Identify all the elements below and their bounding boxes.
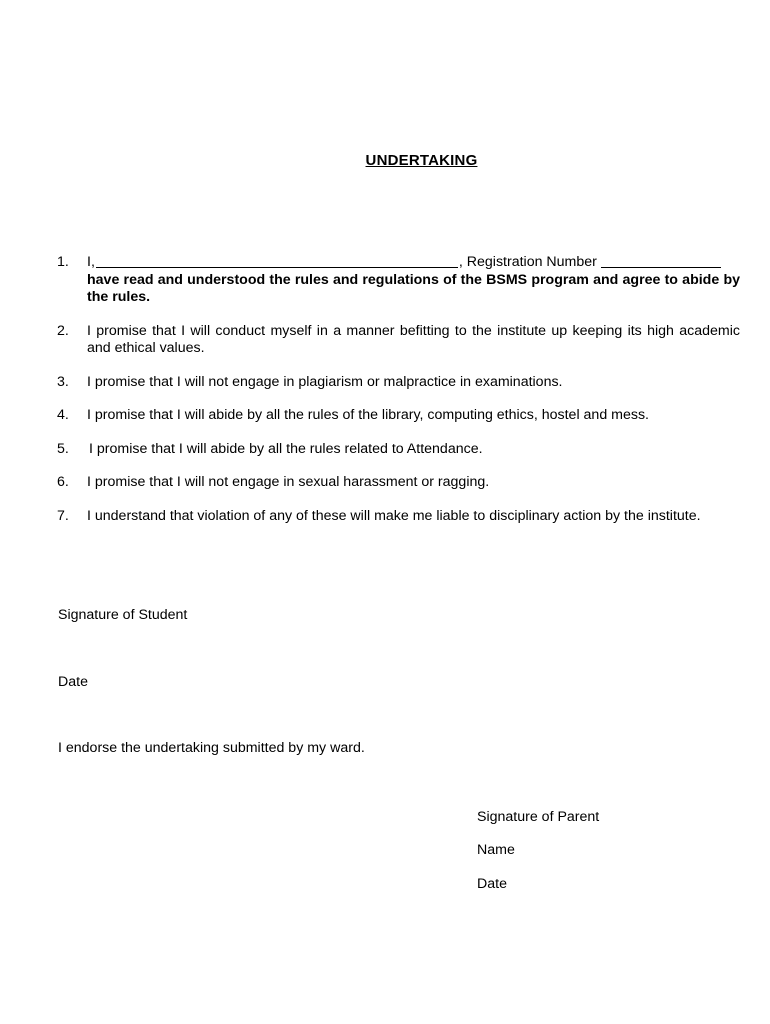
list-item [57,508,740,526]
item-number: 6. [57,474,69,490]
item-number: 2. [57,322,69,339]
document-title: UNDERTAKING [365,152,478,169]
item-text: I understand that violation of any of these will make me liable to disciplinary action by the institute. [87,507,701,524]
item-prefix: I, [87,254,95,270]
item-text: I promise that I will not engage in sexual harassment or ragging. [87,474,490,490]
item-text: have read and understood the rules and regulations of the BSMS program and agree to abide by the rules. [87,271,740,305]
list-item [57,407,740,425]
parent-signature-label: Signature of Parent [477,809,600,825]
item-number: 4. [57,407,69,423]
list-item [57,254,740,307]
parent-date-label: Date [477,876,507,892]
item-number: 3. [57,373,69,390]
endorsement-text: I endorse the undertaking submitted by my ward. [58,740,365,756]
list-item [57,441,740,459]
item-number: 5. [57,440,69,457]
item-text: I promise that I will not engage in plagiarism or malpractice in examinations. [87,373,563,390]
registration-number-blank-field[interactable] [601,254,721,268]
list-item [57,374,740,392]
item-text: I promise that I will conduct myself in a manner befitting to the institute up keeping its high academic and ethical values. [87,322,740,356]
item-number: 1. [57,254,69,270]
name-registration-line [87,254,740,272]
undertaking-list [57,254,740,525]
item-text: I promise that I will abide by all the rules related to Attendance. [89,440,483,457]
list-item [57,323,740,358]
item-text: I promise that I will abide by all the rules of the library, computing ethics, hostel and mess. [87,407,649,423]
item-middle: , Registration Number [458,254,597,270]
parent-name-label: Name [477,842,515,858]
student-date-label: Date [58,674,88,690]
item-number: 7. [57,507,69,524]
student-signature-label: Signature of Student [58,607,188,623]
name-blank-field[interactable] [96,254,458,268]
list-item [57,474,740,492]
